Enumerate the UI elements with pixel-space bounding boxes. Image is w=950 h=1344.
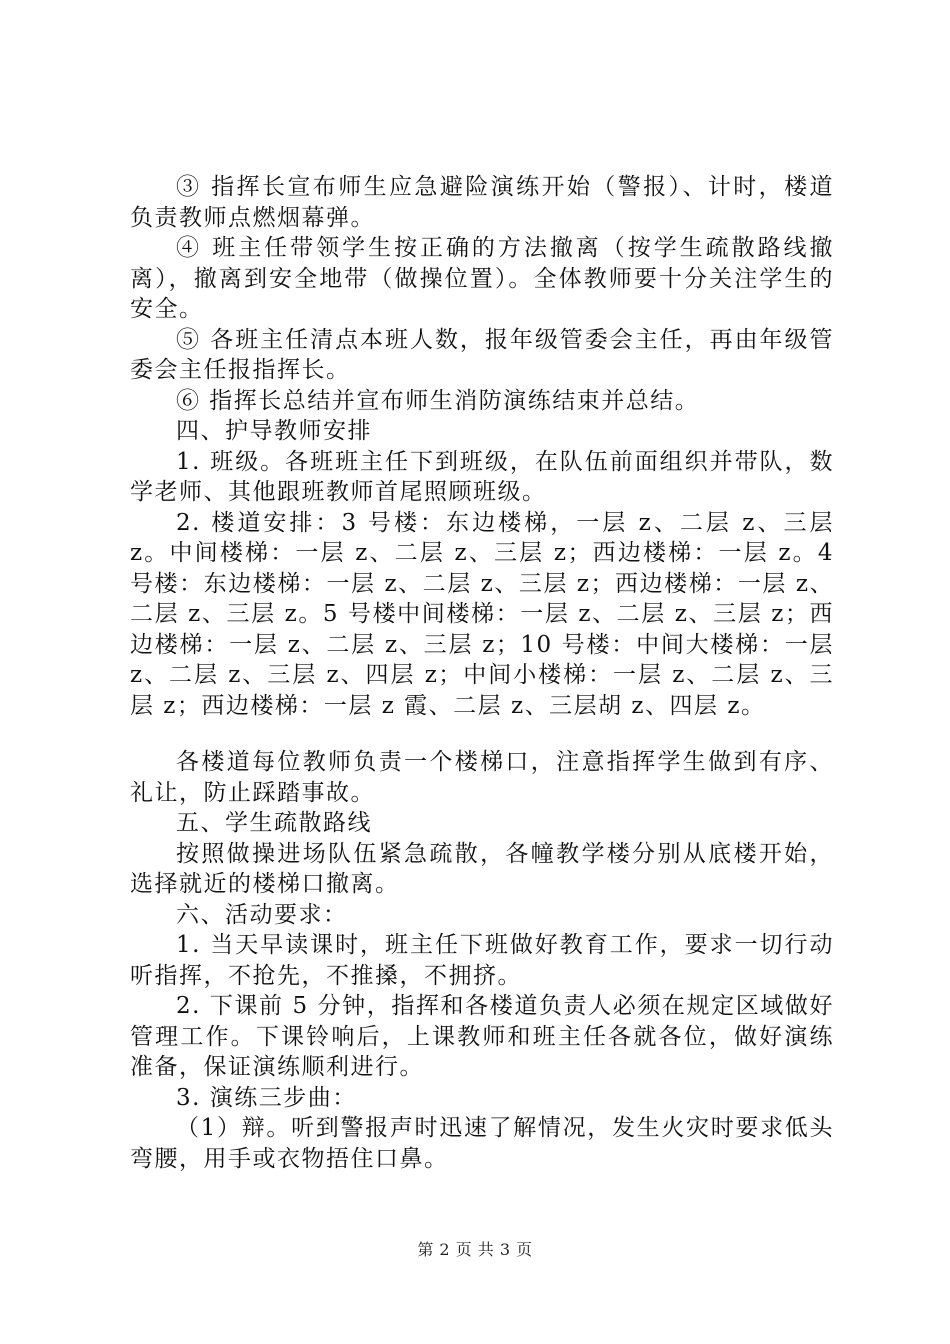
paragraph-step-6: ⑥ 指挥长总结并宣布师生消防演练结束并总结。 bbox=[176, 387, 700, 414]
paragraph-step-4: ④ 班主任带领学生按正确的方法撤离（按学生疏散路线撤离），撤离到安全地带（做操位置）。全体教师要十分关注学生的安全。 bbox=[130, 235, 834, 322]
paragraph-requirement-1: 1. 当天早读课时，班主任下班做好教育工作，要求一切行动听指挥，不抢先，不推搡，不拥挤。 bbox=[130, 932, 834, 989]
paragraph-step-identify: （1）辩。听到警报声时迅速了解情况，发生火灾时要求低头弯腰，用手或衣物捂住口鼻。 bbox=[130, 1115, 834, 1172]
paragraph-gap bbox=[130, 721, 834, 747]
page-footer: 第 2 页 共 3 页 bbox=[417, 1240, 533, 1259]
paragraph-requirement-2: 2. 下课前 5 分钟，指挥和各楼道负责人必须在规定区域做好管理工作。下课铃响后，上课教师和班主任各就各位，做好演练准备，保证演练顺利进行。 bbox=[130, 993, 834, 1080]
section-heading-4: 四、护导教师安排 bbox=[176, 418, 372, 444]
paragraph-step-3: ③ 指挥长宣布师生应急避险演练开始（警报）、计时，楼道负责教师点燃烟幕弹。 bbox=[130, 174, 834, 231]
section-heading-5: 五、学生疏散路线 bbox=[176, 810, 372, 836]
paragraph-step-5: ⑤ 各班主任清点本班人数，报年级管委会主任，再由年级管委会主任报指挥长。 bbox=[130, 326, 834, 383]
paragraph-requirement-3: 3. 演练三步曲： bbox=[176, 1084, 357, 1111]
document-body bbox=[130, 172, 834, 1174]
paragraph-evacuation-route: 按照做操进场队伍紧急疏散，各幢教学楼分别从底楼开始，选择就近的楼梯口撤离。 bbox=[130, 840, 834, 897]
paragraph-class-arrangement: 1. 班级。各班班主任下到班级，在队伍前面组织并带队，数学老师、其他跟班教师首尾照顾班级。 bbox=[130, 448, 834, 505]
paragraph-stairway-duty: 各楼道每位教师负责一个楼梯口，注意指挥学生做到有序、礼让，防止踩踏事故。 bbox=[130, 749, 834, 806]
paragraph-stairway-arrangement: 2. 楼道安排：3 号楼：东边楼梯，一层 z、二层 z、三层 z。中间楼梯：一层 z、二层 z、三层 z；西边楼梯：一层 z。4 号楼：东边楼梯：一层 z、二层 z、三层 z；西边楼梯：一层 z、二层 z、三层 z。5 号楼中间楼梯：一层 z、二层 z、三层 z；西边楼梯：一层 z、二层 z、三层 z；10 号楼：中间大楼梯：一层 z、二层 z、三层 z、四层 z；中间小楼梯：一层 z、二层 z、三层 z；西边楼梯：一层 z 霞、二层 z、三层胡 z、四层 z。 bbox=[130, 509, 834, 719]
section-heading-6: 六、活动要求： bbox=[176, 901, 348, 928]
